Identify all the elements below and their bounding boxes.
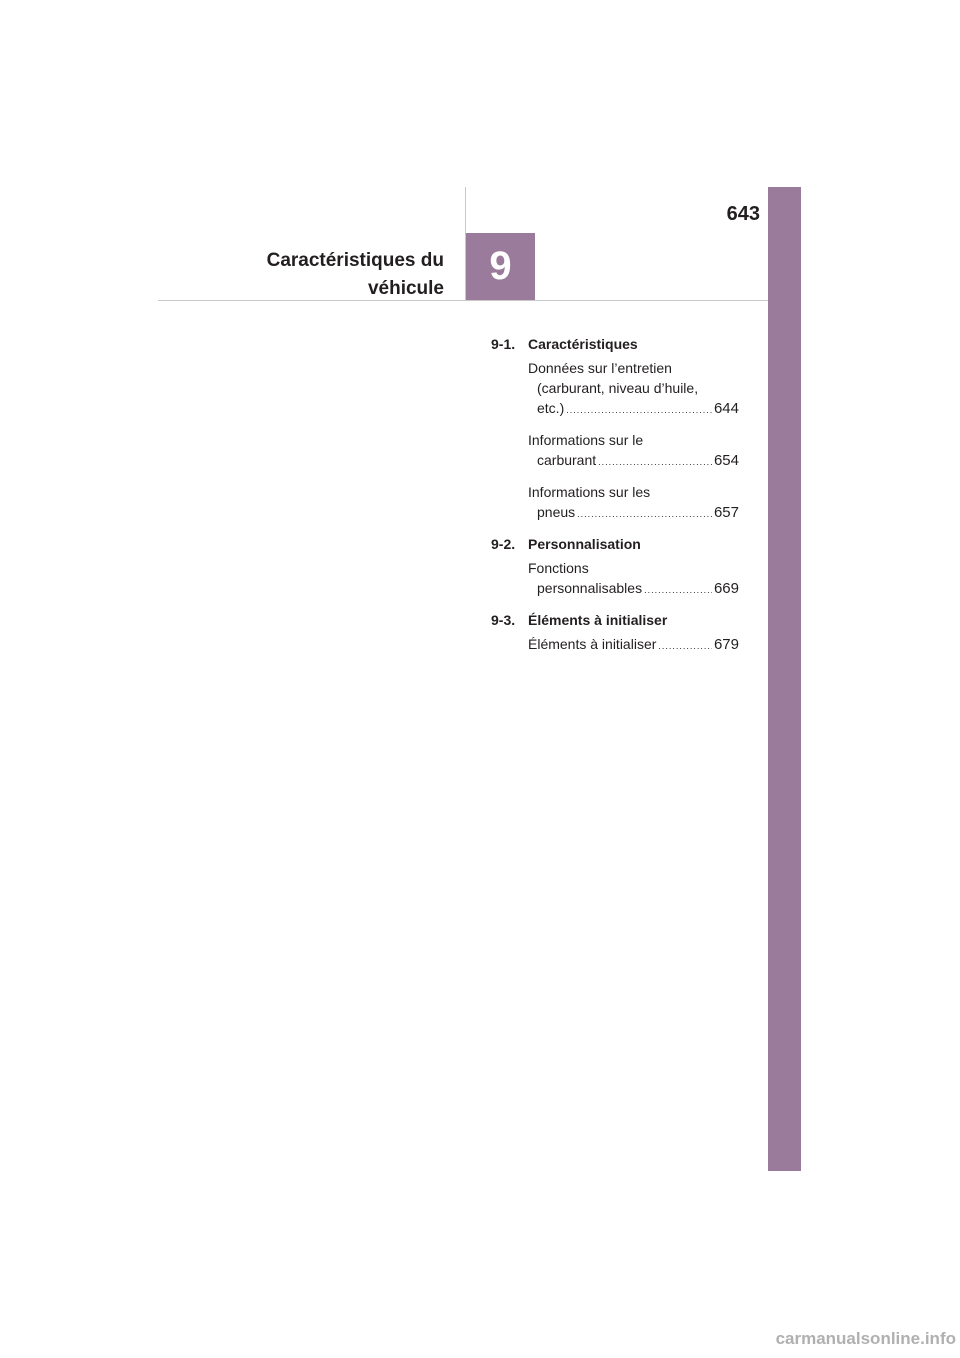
entry-last-line bbox=[528, 578, 739, 600]
dot-leader bbox=[658, 636, 712, 656]
section-title: Personnalisation bbox=[528, 536, 641, 552]
entry-line: personnalisables bbox=[537, 580, 643, 596]
section-title: Éléments à initialiser bbox=[528, 612, 668, 628]
entry-page-number: 644 bbox=[713, 400, 739, 417]
entry-line: pneus bbox=[537, 504, 576, 520]
entry-line: Fonctions bbox=[528, 560, 589, 576]
section-number: 9-2. bbox=[491, 536, 516, 552]
dot-leader bbox=[577, 504, 712, 524]
entry-line: (carburant, niveau d’huile, bbox=[537, 380, 699, 396]
section-title: Caractéristiques bbox=[528, 336, 638, 352]
chapter-number-box bbox=[466, 233, 535, 300]
dot-leader bbox=[644, 580, 712, 600]
entry-page-number: 669 bbox=[713, 580, 739, 597]
entry-line: Informations sur les bbox=[528, 484, 651, 500]
entry-line: etc.) bbox=[537, 400, 565, 416]
chapter-title-line2: véhicule bbox=[367, 278, 444, 299]
watermark: carmanualsonline.info bbox=[775, 1329, 956, 1348]
entry-line: Informations sur le bbox=[528, 432, 644, 448]
page-number: 643 bbox=[726, 203, 760, 225]
chapter-title-line1: Caractéristiques du bbox=[266, 250, 444, 271]
chapter-side-tab bbox=[768, 187, 801, 1171]
entry-line: Données sur l’entretien bbox=[528, 360, 672, 376]
entry-page-number: 679 bbox=[713, 636, 739, 653]
toc-entry[interactable] bbox=[528, 482, 739, 524]
toc-section-header[interactable] bbox=[491, 610, 739, 630]
toc-section-9-1 bbox=[491, 334, 739, 524]
toc-entry[interactable] bbox=[528, 358, 739, 420]
chapter-title bbox=[240, 247, 444, 303]
toc-entry[interactable] bbox=[528, 558, 739, 600]
table-of-contents bbox=[491, 334, 739, 666]
toc-section-header[interactable] bbox=[491, 334, 739, 354]
toc-section-header[interactable] bbox=[491, 534, 739, 554]
section-number: 9-1. bbox=[491, 336, 516, 352]
entry-page-number: 654 bbox=[713, 452, 739, 469]
entry-last-line bbox=[528, 502, 739, 524]
entry-last-line bbox=[528, 398, 739, 420]
toc-entry[interactable] bbox=[528, 430, 739, 472]
toc-section-9-3 bbox=[491, 610, 739, 656]
entry-last-line bbox=[528, 634, 739, 656]
toc-entry[interactable] bbox=[528, 634, 739, 656]
dot-leader bbox=[566, 400, 712, 420]
entry-line: carburant bbox=[537, 452, 597, 468]
entry-last-line bbox=[528, 450, 739, 472]
entry-line: Éléments à initialiser bbox=[528, 636, 657, 652]
entry-page-number: 657 bbox=[713, 504, 739, 521]
chapter-number: 9 bbox=[489, 244, 512, 288]
toc-section-9-2 bbox=[491, 534, 739, 600]
dot-leader bbox=[598, 452, 712, 472]
section-number: 9-3. bbox=[491, 612, 516, 628]
